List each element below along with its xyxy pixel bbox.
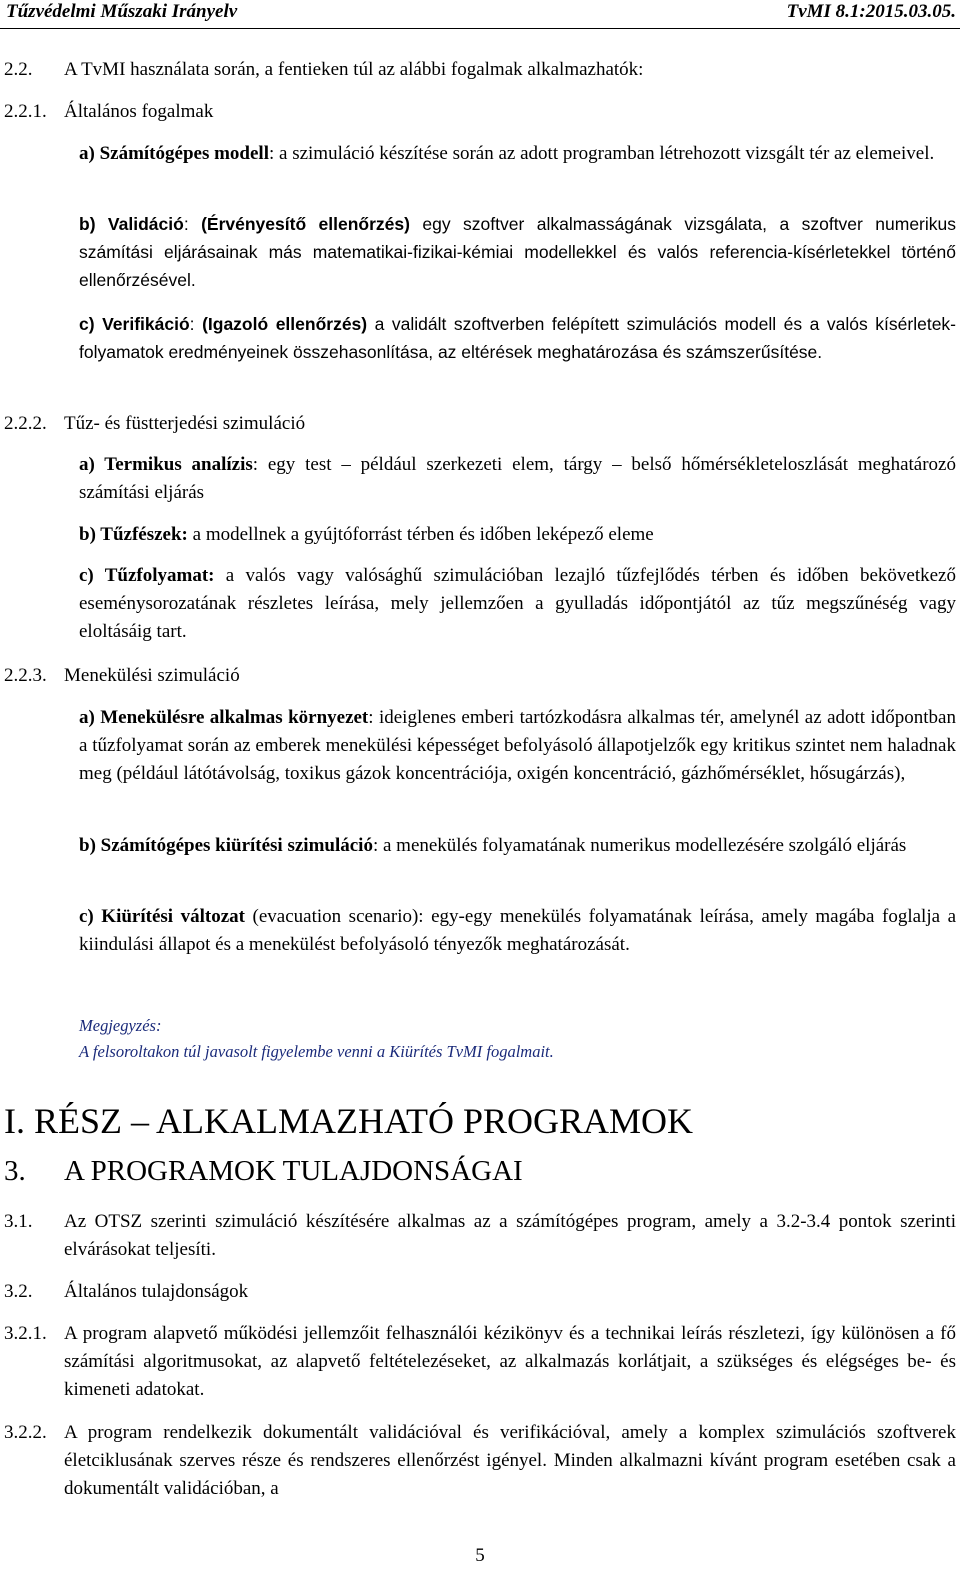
definition-tuzfeszek [79,521,956,549]
header-title: Tűzvédelmi Műszaki Irányelv [6,1,238,22]
section-title: Általános tulajdonságok [64,1281,249,1302]
definition-term: a) Termikus analízis [79,454,253,475]
section-title: Tűz- és füstterjedési szimuláció [64,413,306,434]
section-title: Menekülési szimuláció [64,665,240,686]
definition-term: b) Validáció [79,214,184,234]
definition-term-alt: (Érvényesítő ellenőrzés) [201,214,410,234]
section-text: A TvMI használata során, a fentieken túl az alábbi fogalmak alkalmazhatók: [64,59,644,80]
definition-separator: : [189,314,203,334]
definition-text: : a menekülés folyamatának numerikus modellezésére szolgáló eljárás [372,835,907,856]
note-text: A felsoroltakon túl javasolt figyelembe venni a Kiürítés TvMI fogalmait. [79,1042,554,1061]
section-title: Általános fogalmak [64,101,214,122]
section-number: 2.2. [4,59,33,80]
definition-term: c) Kiürítési változat [79,906,245,927]
section-text: Az OTSZ szerinti szimuláció készítésére alkalmas az a számítógépes program, amely a 3.2-3.4 pontok szerinti elvárásokat teljesíti. [64,1211,956,1260]
definition-term: b) Számítógépes kiürítési szimuláció [79,835,373,856]
definition-kiuritesi-szimulacio [79,832,956,860]
definition-term: a) Számítógépes modell [79,143,269,164]
section-number: 3.2.1. [4,1323,47,1344]
header-doc-id: TvMI 8.1:2015.03.05. [786,1,956,22]
note-block [79,1013,956,1065]
definition-term-alt: (Igazoló ellenőrzés) [202,314,368,334]
definition-separator: : [183,214,202,234]
definition-term: c) Verifikáció [79,314,190,334]
section-number: 2.2.3. [4,665,47,686]
definition-text: a valós vagy valósághű szimulációban lezajló tűzfejlődés térben és időben bekövetkező eseménysorozatának részletes leírása, mely jellemzően a gyulladás időpontjától az tűz megszűnéség vagy eloltásáig tart. [79,565,956,642]
definition-tuzfolyamat [79,562,956,646]
definition-termikus-analizis [79,451,956,507]
definition-menekulesre-alkalmas-kornyezet [79,704,956,788]
section-number: 2.2.1. [4,101,47,122]
definition-verifikacio [79,310,956,366]
definition-text: a validált szoftverben felépített szimulációs modell és a valós kísérletek-folyamatok eredményeinek összehasonlítása, az eltérések meghatározása és számszerűsítése. [79,314,957,362]
section-number: 3.2. [4,1281,33,1302]
page-header [0,0,960,29]
section-number: 3.2.2. [4,1422,47,1443]
note-label: Megjegyzés: [79,1016,162,1035]
definition-text: : egy test – például szerkezeti elem, tárgy – belső hőmérsékleteloszlását meghatározó számítási eljárás [79,454,956,503]
section-number: 3.1. [4,1211,33,1232]
definition-term: c) Tűzfolyamat: [79,565,215,586]
definition-text: (evacuation scenario): egy-egy menekülés folyamatának leírása, amely magába foglalja a kiindulási állapot és a menekülést befolyásoló tényezők meghatározását. [79,906,957,955]
definition-kiuritesi-valtozat [79,903,956,959]
definition-term: b) Tűzfészek: [79,524,188,545]
definition-validacio [79,210,956,294]
section-text: A program alapvető működési jellemzőit felhasználói kézikönyv és a technikai leírás részletezi, így különösen a fő számítási algoritmusokat, az alapvető feltételezéseket, az alkalmazás korlátjait, a szükséges és elégséges be- és kimeneti adatokat. [64,1323,956,1400]
definition-text: egy szoftver alkalmasságának vizsgálata, a szoftver numerikus számítási eljárásainak más matematikai-fizikai-kémiai modellekkel és valós referencia-kísérletekkel történő ellenőrzésével. [79,214,957,290]
page-number: 5 [475,1545,485,1566]
part-heading: I. RÉSZ – ALKALMAZHATÓ PROGRAMOK [4,1101,694,1141]
chapter-title: A PROGRAMOK TULAJDONSÁGAI [64,1155,523,1187]
section-text: A program rendelkezik dokumentált validációval és verifikációval, amely a komplex szimulációs szoftverek életciklusának szerves része és rendszeres ellenőrzést igényel. Minden alkalmazni kívánt program esetében csak a dokumentált validációban, a [64,1422,956,1499]
definition-term: a) Menekülésre alkalmas környezet [79,707,369,728]
definition-text: : a szimuláció készítése során az adott programban létrehozott vizsgált tér az elemeivel. [268,143,935,164]
chapter-number: 3. [4,1155,26,1187]
definition-szamitogepes-modell [79,140,956,168]
section-number: 2.2.2. [4,413,47,434]
definition-text: a modellnek a gyújtóforrást térben és időben leképező eleme [187,524,654,545]
definition-text: : ideiglenes emberi tartózkodásra alkalmas tér, amelynél az adott időpontban a tűzfolyamat során az emberek menekülési képességet befolyásoló állapotjelzők egy kritikus szintet nem haladnak meg (például látótávolság, toxikus gázok koncentrációja, oxigén koncentráció, gázhőmérséklet, hősugárzás), [79,707,956,784]
chapter-heading [4,1154,523,1188]
